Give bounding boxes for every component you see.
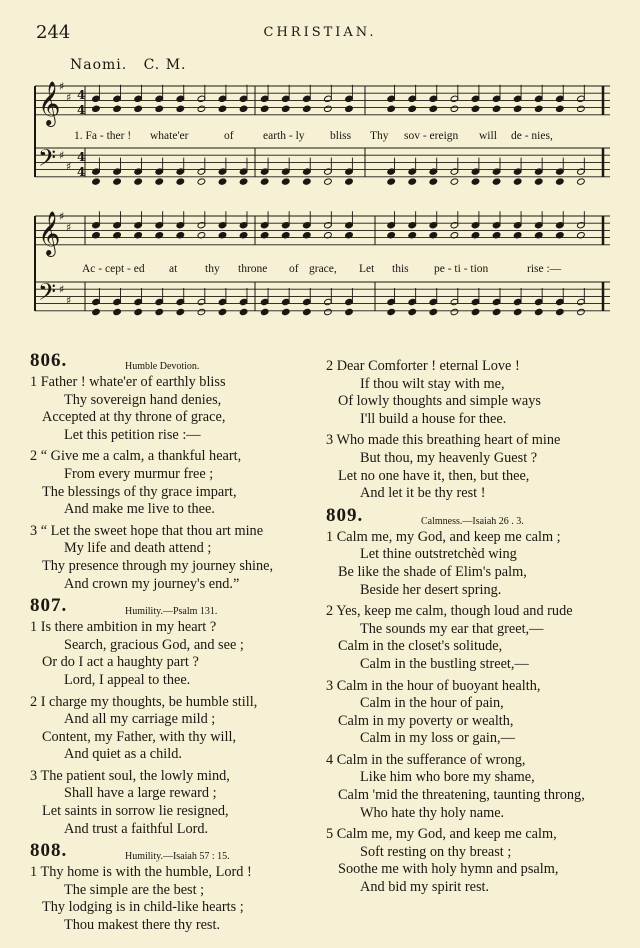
hymn-808 xyxy=(30,842,320,934)
hymn-809 xyxy=(326,504,618,897)
note-head xyxy=(577,178,586,185)
hymn-heading xyxy=(326,504,618,529)
hymn-number: 806. xyxy=(30,350,68,371)
note-head xyxy=(281,105,290,112)
staff-3 xyxy=(35,210,610,257)
verse-line: But thou, my heavenly Guest ? xyxy=(360,449,538,466)
note-head xyxy=(218,105,227,112)
note-head xyxy=(176,105,185,112)
note-head xyxy=(92,105,101,112)
note-head xyxy=(113,308,122,315)
lyric-syllable: of xyxy=(224,130,234,142)
time-signature: 4 xyxy=(77,88,86,102)
sharp-icon: ♯ xyxy=(66,294,72,307)
note-head xyxy=(387,178,396,185)
verse-line: Search, gracious God, and see ; xyxy=(64,636,244,653)
sharp-icon: ♯ xyxy=(66,220,72,234)
note-head xyxy=(113,105,122,112)
tune-meter: C. M. xyxy=(143,57,187,73)
verse-line: And bid my spirit rest. xyxy=(360,879,490,896)
stanza xyxy=(30,523,320,593)
tune-title: Naomi. xyxy=(70,57,128,73)
verse-line: 4 Calm in the sufferance of wrong, xyxy=(326,751,526,768)
stanza xyxy=(326,826,618,896)
sharp-icon: ♯ xyxy=(59,210,65,223)
note-head xyxy=(492,308,501,315)
note-head xyxy=(113,178,122,185)
note-head xyxy=(345,178,354,185)
stanza xyxy=(326,752,618,822)
verse-line: Accepted at thy throne of grace, xyxy=(42,409,226,426)
note-head xyxy=(239,178,248,185)
verse-line: 3 “ Let the sweet hope that thou art mine xyxy=(30,522,264,539)
verse-line: Calm in my poverty or wealth, xyxy=(338,712,514,729)
note-head xyxy=(534,105,543,112)
note-head xyxy=(471,105,480,112)
note-head xyxy=(345,308,354,315)
verse-line: My life and death attend ; xyxy=(64,540,212,557)
verse-line: Calm in the closet's solitude, xyxy=(338,638,503,655)
note-head xyxy=(450,178,459,185)
stanza xyxy=(326,358,618,428)
verse-line: Soft resting on thy breast ; xyxy=(360,843,512,860)
lyric-syllable: throne xyxy=(238,263,268,275)
note-head xyxy=(450,308,459,315)
stanza xyxy=(30,768,320,838)
verse-line: Calm in the bustling street,— xyxy=(360,655,529,672)
bass-clef-icon: 𝄢 xyxy=(38,278,57,311)
verse-line: Thou makest there thy rest. xyxy=(64,917,221,934)
note-head xyxy=(260,105,269,112)
music-score xyxy=(0,0,640,345)
verse-line: Who hate thy holy name. xyxy=(360,804,505,821)
note-head xyxy=(513,178,522,185)
stanza xyxy=(326,529,618,599)
hymn-808-continued xyxy=(326,358,618,503)
lyric-syllable: Thy xyxy=(370,130,389,142)
note-head xyxy=(155,178,164,185)
stanza xyxy=(326,603,618,673)
lyric-syllable: of xyxy=(289,263,299,275)
lyric-syllable: grace, xyxy=(309,263,337,275)
note-head xyxy=(429,308,438,315)
lyric-syllable: will xyxy=(479,130,497,142)
verse-line: If thou wilt stay with me, xyxy=(360,375,505,392)
hymn-number: 807. xyxy=(30,595,68,617)
note-head xyxy=(218,308,227,315)
verse-line: Lord, I appeal to thee. xyxy=(64,671,191,688)
lyric-syllable: earth - ly xyxy=(263,130,305,142)
note-head xyxy=(324,308,333,315)
verse-line: And all my carriage mild ; xyxy=(64,711,216,728)
verse-line: Calm 'mid the threatening, taunting throng, xyxy=(338,787,585,804)
note-head xyxy=(577,105,586,112)
note-head xyxy=(92,178,101,185)
sharp-icon: ♯ xyxy=(66,90,72,104)
verse-line: The simple are the best ; xyxy=(64,881,205,898)
hymn-807 xyxy=(30,597,320,838)
verse-line: Soothe me with holy hymn and psalm, xyxy=(338,861,559,878)
note-head xyxy=(345,105,354,112)
lyric-syllable: rise :— xyxy=(527,263,562,275)
hymn-number: 808. xyxy=(30,840,68,862)
staff-1 xyxy=(35,80,610,127)
note-head xyxy=(260,178,269,185)
verse-line: Of lowly thoughts and simple ways xyxy=(338,393,541,410)
verse-line: 2 Dear Comforter ! eternal Love ! xyxy=(326,358,520,374)
note-head xyxy=(387,308,396,315)
note-head xyxy=(577,308,586,315)
hymn-heading xyxy=(30,597,320,619)
verse-line: I'll build a house for thee. xyxy=(360,410,507,427)
lyric-syllable: whate'er xyxy=(150,130,189,142)
sharp-icon: ♯ xyxy=(66,160,72,173)
note-head xyxy=(218,178,227,185)
time-signature: 4 xyxy=(77,103,86,117)
note-head xyxy=(303,105,312,112)
verse-line: 2 I charge my thoughts, be humble still, xyxy=(30,693,258,710)
stanza xyxy=(30,864,320,934)
lyric-syllable: sov - ereign xyxy=(404,130,459,142)
page-number: 244 xyxy=(36,22,71,43)
note-head xyxy=(471,308,480,315)
note-head xyxy=(492,105,501,112)
verse-line: And let it be thy rest ! xyxy=(360,485,486,502)
verse-line: Calm in my loss or gain,— xyxy=(360,730,515,747)
lyric-syllable: bliss xyxy=(330,130,352,142)
note-head xyxy=(92,308,101,315)
note-head xyxy=(556,178,565,185)
lyric-syllable: this xyxy=(392,263,409,275)
note-head xyxy=(408,308,417,315)
note-head xyxy=(303,178,312,185)
lyric-syllable: Let xyxy=(359,263,375,275)
running-title: CHRISTIAN. xyxy=(263,25,377,40)
verse-line: Be like the shade of Elim's palm, xyxy=(338,563,527,580)
treble-clef-icon: 𝄞 xyxy=(38,211,61,255)
note-head xyxy=(534,178,543,185)
note-head xyxy=(281,178,290,185)
verse-line: And quiet as a child. xyxy=(64,746,182,763)
verse-line: Thy presence through my journey shine, xyxy=(42,557,274,574)
verse-line: 3 Calm in the hour of buoyant health, xyxy=(326,677,541,694)
verse-line: 3 The patient soul, the lowly mind, xyxy=(30,767,230,784)
verse-line: 3 Who made this breathing heart of mine xyxy=(326,432,561,449)
note-head xyxy=(471,178,480,185)
stanza xyxy=(30,619,320,689)
hymn-subtitle: Calmness.—Isaiah 26 . 3. xyxy=(421,515,524,527)
verse-line: Beside her desert spring. xyxy=(360,581,502,598)
note-head xyxy=(260,308,269,315)
note-head xyxy=(534,308,543,315)
verse-line: Content, my Father, with thy will, xyxy=(42,728,237,745)
verse-line: The sounds my ear that greet,— xyxy=(360,620,544,637)
staff-4 xyxy=(35,278,610,316)
sharp-icon: ♯ xyxy=(59,283,65,297)
note-head xyxy=(281,308,290,315)
verse-line: 1 Calm me, my God, and keep me calm ; xyxy=(326,528,561,545)
verse-line: Thy lodging is in child-like hearts ; xyxy=(42,899,244,916)
time-signature: 4 xyxy=(77,150,86,164)
note-head xyxy=(134,105,143,112)
note-head xyxy=(134,308,143,315)
verse-line: From every murmur free ; xyxy=(64,465,214,482)
left-column xyxy=(30,352,320,939)
bass-clef-icon: 𝄢 xyxy=(38,144,57,177)
lyric-syllable: at xyxy=(169,263,178,275)
verse-line: 1 Father ! whate'er of earthly bliss xyxy=(30,374,226,390)
note-head xyxy=(492,178,501,185)
note-head xyxy=(387,105,396,112)
sharp-icon: ♯ xyxy=(59,149,65,163)
hymn-subtitle: Humility.—Psalm 131. xyxy=(125,606,218,618)
note-head xyxy=(513,308,522,315)
hymn-heading xyxy=(30,842,320,864)
hymn-subtitle: Humility.—Isaiah 57 : 15. xyxy=(125,851,230,863)
verse-line: 1 Is there ambition in my heart ? xyxy=(30,619,217,636)
verse-line: Let this petition rise :— xyxy=(64,426,201,443)
lyric-syllable: Ac - cept - ed xyxy=(82,263,145,275)
note-head xyxy=(134,178,143,185)
note-head xyxy=(450,105,459,112)
note-head xyxy=(239,308,248,315)
note-head xyxy=(197,105,206,112)
hymn-heading xyxy=(30,352,320,374)
stanza xyxy=(30,448,320,518)
verse-line: 5 Calm me, my God, and keep me calm, xyxy=(326,826,557,843)
hymn-number: 809. xyxy=(326,504,364,526)
lyric-syllable: thy xyxy=(205,263,220,275)
verse-line: 2 “ Give me a calm, a thankful heart, xyxy=(30,448,242,465)
verse-line: And make me live to thee. xyxy=(64,501,215,518)
verse-line: Or do I act a haughty part ? xyxy=(42,654,199,671)
note-head xyxy=(556,308,565,315)
verse-line: Calm in the hour of pain, xyxy=(360,695,504,712)
verse-line: 1 Thy home is with the humble, Lord ! xyxy=(30,864,252,881)
note-head xyxy=(176,308,185,315)
note-head xyxy=(429,178,438,185)
treble-clef-icon: 𝄞 xyxy=(38,81,61,125)
lyric-syllable: pe - ti - tion xyxy=(434,263,489,275)
note-head xyxy=(324,178,333,185)
verse-line: Thy sovereign hand denies, xyxy=(64,391,222,408)
verse-line: The blessings of thy grace impart, xyxy=(42,483,237,500)
note-head xyxy=(429,105,438,112)
note-head xyxy=(176,178,185,185)
stanza xyxy=(30,374,320,444)
note-head xyxy=(408,178,417,185)
note-head xyxy=(155,308,164,315)
note-head xyxy=(303,308,312,315)
stanza xyxy=(326,432,618,502)
hymn-subtitle: Humble Devotion. xyxy=(125,361,200,372)
verse-line: And crown my journey's end.” xyxy=(64,575,240,592)
hymn-806 xyxy=(30,352,320,593)
verse-line: Like him who bore my shame, xyxy=(360,769,535,786)
note-head xyxy=(324,105,333,112)
note-head xyxy=(513,105,522,112)
sharp-icon: ♯ xyxy=(59,80,65,93)
note-head xyxy=(408,105,417,112)
staff-2 xyxy=(35,144,610,185)
stanza xyxy=(30,694,320,764)
note-head xyxy=(197,308,206,315)
lyric-syllable: 1. Fa - ther ! xyxy=(74,130,132,142)
note-head xyxy=(556,105,565,112)
lyric-syllable: de - nies, xyxy=(511,130,553,142)
verse-line: Let no one have it, then, but thee, xyxy=(338,467,530,484)
note-head xyxy=(197,178,206,185)
stanza xyxy=(326,678,618,748)
verse-line: Let thine outstretchèd wing xyxy=(360,546,517,563)
note-head xyxy=(155,105,164,112)
verse-line: Let saints in sorrow lie resigned, xyxy=(42,803,229,820)
verse-line: Shall have a large reward ; xyxy=(64,785,217,802)
note-head xyxy=(239,105,248,112)
right-column xyxy=(326,358,618,901)
time-signature: 4 xyxy=(77,165,86,179)
verse-line: And trust a faithful Lord. xyxy=(64,820,209,837)
verse-line: 2 Yes, keep me calm, though loud and rude xyxy=(326,603,573,620)
